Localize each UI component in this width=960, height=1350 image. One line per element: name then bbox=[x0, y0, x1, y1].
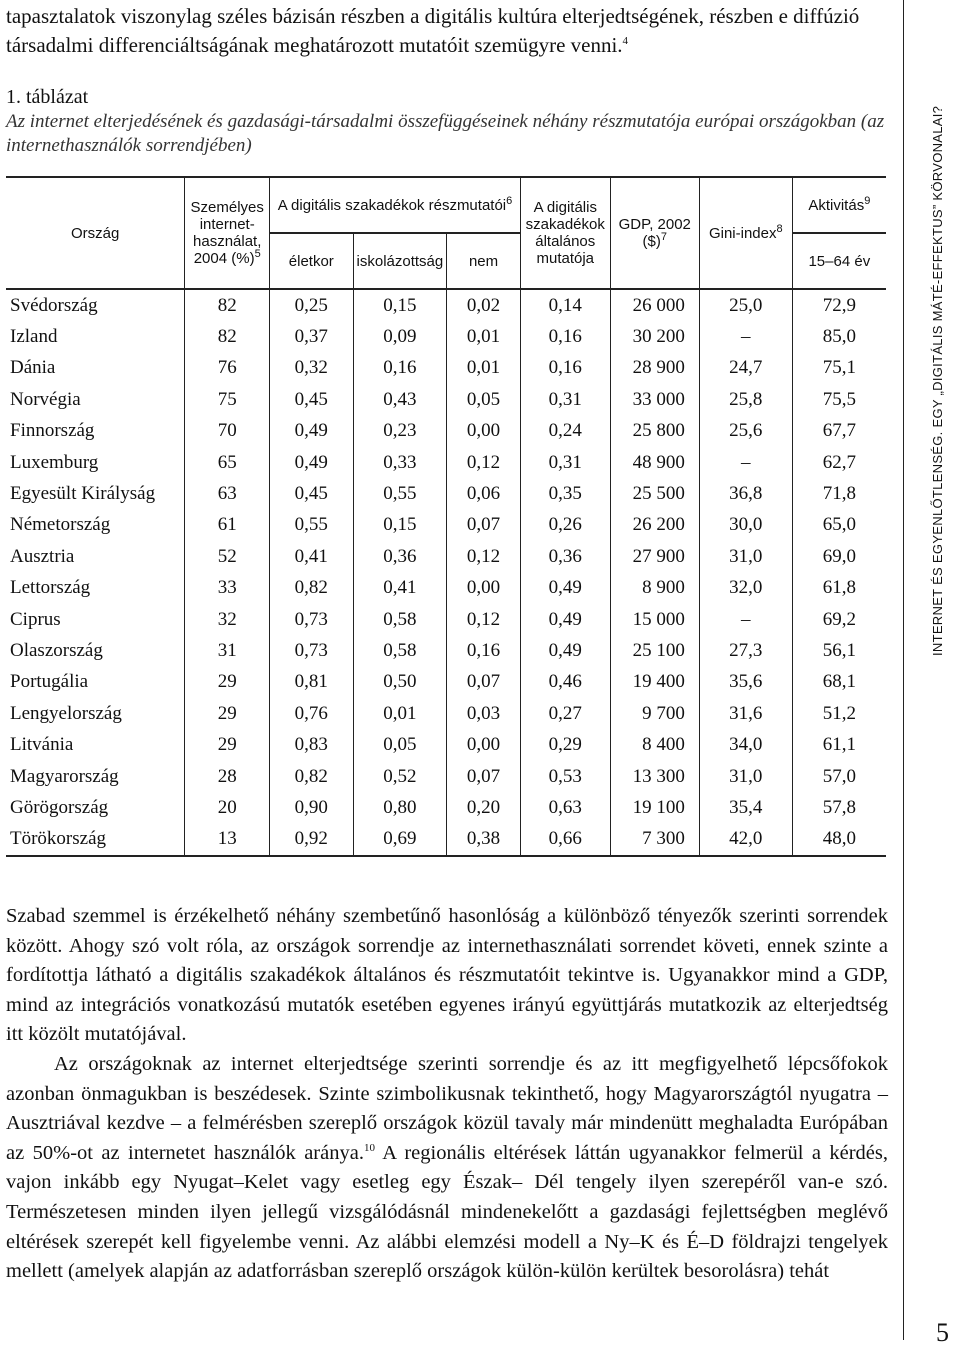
table-row bbox=[6, 384, 886, 415]
cell-gender: 0,00 bbox=[447, 729, 521, 760]
cell-gini: 32,0 bbox=[699, 573, 792, 604]
page-number: 5 bbox=[936, 1318, 949, 1347]
cell-gini: 24,7 bbox=[699, 353, 792, 384]
table-row bbox=[6, 573, 886, 604]
cell-education: 0,33 bbox=[353, 447, 447, 478]
cell-country: Lettország bbox=[6, 573, 185, 604]
header-activity-age-range: 15–64 év bbox=[792, 233, 886, 289]
header-digital-divide-label: A digitális szakadékok részmutatói bbox=[277, 196, 507, 214]
header-digital-divide-note: 6 bbox=[506, 194, 513, 207]
cell-country: Finnország bbox=[6, 416, 185, 447]
cell-gdp: 8 900 bbox=[610, 573, 699, 604]
cell-general-indicator: 0,53 bbox=[520, 761, 610, 792]
cell-age: 0,82 bbox=[270, 761, 353, 792]
cell-gender: 0,01 bbox=[447, 353, 521, 384]
intro-paragraph bbox=[6, 2, 896, 60]
cell-activity: 75,1 bbox=[792, 353, 886, 384]
cell-internet-use: 82 bbox=[185, 289, 270, 321]
cell-country: Németország bbox=[6, 510, 185, 541]
cell-activity: 72,9 bbox=[792, 289, 886, 321]
header-digital-divide-group bbox=[270, 177, 521, 233]
cell-education: 0,36 bbox=[353, 541, 447, 572]
cell-education: 0,58 bbox=[353, 604, 447, 635]
table-row bbox=[6, 729, 886, 760]
cell-activity: 61,8 bbox=[792, 573, 886, 604]
cell-activity: 69,2 bbox=[792, 604, 886, 635]
table-row bbox=[6, 824, 886, 856]
cell-internet-use: 65 bbox=[185, 447, 270, 478]
cell-gender: 0,06 bbox=[447, 478, 521, 509]
cell-education: 0,80 bbox=[353, 792, 447, 823]
cell-education: 0,50 bbox=[353, 667, 447, 698]
cell-gdp: 15 000 bbox=[610, 604, 699, 635]
cell-gdp: 28 900 bbox=[610, 353, 699, 384]
cell-gender: 0,38 bbox=[447, 824, 521, 856]
cell-age: 0,25 bbox=[270, 289, 353, 321]
cell-activity: 65,0 bbox=[792, 510, 886, 541]
cell-gdp: 48 900 bbox=[610, 447, 699, 478]
header-gender: nem bbox=[447, 233, 521, 289]
cell-age: 0,81 bbox=[270, 667, 353, 698]
header-gdp-note: 7 bbox=[660, 231, 667, 243]
cell-gini: 35,4 bbox=[699, 792, 792, 823]
cell-gdp: 13 300 bbox=[610, 761, 699, 792]
table-row bbox=[6, 447, 886, 478]
cell-general-indicator: 0,63 bbox=[520, 792, 610, 823]
intro-text: tapasztalatok viszonylag széles bázisán részben a digitális kultúra elterjedtségének, részben e diffúzió társadalmi differenciáltságának meghatározott mutatóit szemügyre venni. bbox=[6, 4, 860, 57]
body-paragraph-2 bbox=[6, 1050, 888, 1287]
cell-internet-use: 70 bbox=[185, 416, 270, 447]
cell-country: Luxemburg bbox=[6, 447, 185, 478]
cell-gender: 0,07 bbox=[447, 667, 521, 698]
cell-internet-use: 33 bbox=[185, 573, 270, 604]
cell-age: 0,83 bbox=[270, 729, 353, 760]
cell-general-indicator: 0,49 bbox=[520, 635, 610, 666]
cell-activity: 69,0 bbox=[792, 541, 886, 572]
cell-activity: 67,7 bbox=[792, 416, 886, 447]
cell-age: 0,73 bbox=[270, 604, 353, 635]
header-internet-note: 5 bbox=[254, 248, 261, 260]
header-gdp bbox=[610, 177, 699, 289]
header-internet-use-label: Személyes internet-használat, 2004 (%) bbox=[190, 199, 264, 267]
cell-internet-use: 31 bbox=[185, 635, 270, 666]
header-age: életkor bbox=[270, 233, 353, 289]
sidebar-rule bbox=[903, 0, 904, 1340]
header-education: iskolázottság bbox=[353, 233, 447, 289]
cell-education: 0,05 bbox=[353, 729, 447, 760]
cell-gini: 34,0 bbox=[699, 729, 792, 760]
cell-gini: 42,0 bbox=[699, 824, 792, 856]
cell-country: Törökország bbox=[6, 824, 185, 856]
cell-gender: 0,02 bbox=[447, 289, 521, 321]
cell-gini: 31,0 bbox=[699, 761, 792, 792]
cell-activity: 48,0 bbox=[792, 824, 886, 856]
table-row bbox=[6, 321, 886, 352]
cell-general-indicator: 0,66 bbox=[520, 824, 610, 856]
cell-gdp: 7 300 bbox=[610, 824, 699, 856]
cell-gdp: 25 500 bbox=[610, 478, 699, 509]
cell-gdp: 19 100 bbox=[610, 792, 699, 823]
cell-gini: 30,0 bbox=[699, 510, 792, 541]
cell-gdp: 33 000 bbox=[610, 384, 699, 415]
intro-footnote-ref: 4 bbox=[622, 35, 629, 47]
header-activity-label: Aktivitás bbox=[808, 196, 865, 214]
cell-gender: 0,07 bbox=[447, 510, 521, 541]
cell-education: 0,15 bbox=[353, 289, 447, 321]
table-caption-title: Az internet elterjedésének és gazdasági-társadalmi összefüggéseinek néhány részmutatója európai országokban (az internethasználók sorrendjében) bbox=[6, 111, 885, 156]
cell-general-indicator: 0,16 bbox=[520, 353, 610, 384]
cell-activity: 56,1 bbox=[792, 635, 886, 666]
cell-age: 0,73 bbox=[270, 635, 353, 666]
cell-age: 0,32 bbox=[270, 353, 353, 384]
cell-country: Egyesült Királyság bbox=[6, 478, 185, 509]
cell-general-indicator: 0,29 bbox=[520, 729, 610, 760]
table-row bbox=[6, 289, 886, 321]
cell-internet-use: 20 bbox=[185, 792, 270, 823]
cell-activity: 75,5 bbox=[792, 384, 886, 415]
header-activity-note: 9 bbox=[864, 194, 871, 207]
cell-general-indicator: 0,49 bbox=[520, 604, 610, 635]
header-gini bbox=[699, 177, 792, 289]
cell-gdp: 19 400 bbox=[610, 667, 699, 698]
cell-education: 0,58 bbox=[353, 635, 447, 666]
cell-age: 0,37 bbox=[270, 321, 353, 352]
header-country: Ország bbox=[6, 177, 185, 289]
cell-internet-use: 61 bbox=[185, 510, 270, 541]
cell-general-indicator: 0,46 bbox=[520, 667, 610, 698]
cell-internet-use: 29 bbox=[185, 729, 270, 760]
cell-gender: 0,12 bbox=[447, 604, 521, 635]
cell-general-indicator: 0,36 bbox=[520, 541, 610, 572]
cell-age: 0,76 bbox=[270, 698, 353, 729]
cell-internet-use: 52 bbox=[185, 541, 270, 572]
body-footnote-ref: 10 bbox=[363, 1141, 375, 1154]
body-paragraph-2-part-2: A regionális eltérések láttán ugyanakkor felmerül a kérdés, vajon inkább egy Nyugat–Kelet vagy esetleg egy Észak– Dél tengely ilyen szerepéről van-e szó. Természetesen minden ilyen jellegű vizsgálódásnál mindenekelőtt a gazdasági fejlettségben meglévő eltérések szerepét kell figyelembe venni. Az alábbi elemzési modell a Ny–K és É–D földrajzi tengelyek mellett (amelyek alapján az adatforrásban szereplő országok külön-külön kerültek besorolásra) tehát bbox=[6, 1141, 889, 1283]
cell-age: 0,55 bbox=[270, 510, 353, 541]
cell-internet-use: 13 bbox=[185, 824, 270, 856]
cell-internet-use: 32 bbox=[185, 604, 270, 635]
cell-gender: 0,16 bbox=[447, 635, 521, 666]
cell-country: Norvégia bbox=[6, 384, 185, 415]
cell-gender: 0,12 bbox=[447, 447, 521, 478]
cell-gender: 0,00 bbox=[447, 416, 521, 447]
cell-gender: 0,05 bbox=[447, 384, 521, 415]
cell-gdp: 27 900 bbox=[610, 541, 699, 572]
cell-gender: 0,00 bbox=[447, 573, 521, 604]
cell-education: 0,41 bbox=[353, 573, 447, 604]
cell-gdp: 8 400 bbox=[610, 729, 699, 760]
header-gini-note: 8 bbox=[776, 222, 783, 235]
body-paragraph-1: Szabad szemmel is érzékelhető néhány szembetűnő hasonlóság a különböző tényezők szerinti sorrendek között. Ahogy szó volt róla, az országok sorrendje az internethasználati sorrendet követi, ennek szinte a fordítottja látható a digitális szakadékok általános és részmutatóit tekintve is. Ugyanakkor mind a GDP, mind az integrációs vonatkozású mutatók esetében egyenes irányú együttjárás mutatkozik az elterjedtség itt közölt mutatójával. bbox=[6, 905, 888, 1046]
cell-country: Lengyelország bbox=[6, 698, 185, 729]
cell-age: 0,90 bbox=[270, 792, 353, 823]
cell-activity: 62,7 bbox=[792, 447, 886, 478]
cell-age: 0,82 bbox=[270, 573, 353, 604]
cell-internet-use: 29 bbox=[185, 667, 270, 698]
cell-gini: 27,3 bbox=[699, 635, 792, 666]
cell-general-indicator: 0,31 bbox=[520, 447, 610, 478]
cell-gdp: 9 700 bbox=[610, 698, 699, 729]
cell-general-indicator: 0,16 bbox=[520, 321, 610, 352]
table-row bbox=[6, 667, 886, 698]
cell-age: 0,45 bbox=[270, 478, 353, 509]
cell-internet-use: 82 bbox=[185, 321, 270, 352]
cell-activity: 57,0 bbox=[792, 761, 886, 792]
cell-general-indicator: 0,26 bbox=[520, 510, 610, 541]
cell-general-indicator: 0,24 bbox=[520, 416, 610, 447]
table-row bbox=[6, 604, 886, 635]
cell-gini: 36,8 bbox=[699, 478, 792, 509]
table-row bbox=[6, 635, 886, 666]
cell-age: 0,45 bbox=[270, 384, 353, 415]
header-gini-label: Gini-index bbox=[708, 224, 777, 242]
cell-country: Litvánia bbox=[6, 729, 185, 760]
statistics-table bbox=[6, 176, 886, 857]
cell-gini: 25,0 bbox=[699, 289, 792, 321]
cell-gini: – bbox=[699, 447, 792, 478]
cell-education: 0,52 bbox=[353, 761, 447, 792]
cell-internet-use: 75 bbox=[185, 384, 270, 415]
table-row bbox=[6, 792, 886, 823]
body-paragraph-2-part-1: Az országoknak az internet elterjedtsége szerinti sorrendje és az itt megfigyelhető lépcsőfokok azonban önmagukban is beszédesek. Szinte szimbolikusnak tekinthető, hogy Magyarországtól nyugatra – Ausztriával kezdve – a felmérésben szereplő országok közül tavaly már mindenütt meghaladta Európában az 50%-ot az internetet használók aránya. bbox=[6, 1052, 888, 1164]
cell-age: 0,49 bbox=[270, 447, 353, 478]
cell-gini: 25,6 bbox=[699, 416, 792, 447]
cell-country: Portugália bbox=[6, 667, 185, 698]
table-caption-label: 1. táblázat bbox=[6, 86, 89, 108]
cell-age: 0,92 bbox=[270, 824, 353, 856]
table-row bbox=[6, 761, 886, 792]
cell-internet-use: 28 bbox=[185, 761, 270, 792]
cell-general-indicator: 0,14 bbox=[520, 289, 610, 321]
cell-gini: 31,0 bbox=[699, 541, 792, 572]
running-head: INTERNET ÉS EGYENLŐTLENSÉG. EGY „DIGITÁLIS MÁTÉ-EFFEKTUS” KÖRVONALAI? bbox=[930, 105, 945, 656]
cell-education: 0,16 bbox=[353, 353, 447, 384]
cell-general-indicator: 0,35 bbox=[520, 478, 610, 509]
cell-gender: 0,07 bbox=[447, 761, 521, 792]
table-row bbox=[6, 416, 886, 447]
cell-activity: 61,1 bbox=[792, 729, 886, 760]
cell-education: 0,23 bbox=[353, 416, 447, 447]
cell-general-indicator: 0,49 bbox=[520, 573, 610, 604]
cell-gdp: 25 800 bbox=[610, 416, 699, 447]
cell-gender: 0,03 bbox=[447, 698, 521, 729]
cell-internet-use: 29 bbox=[185, 698, 270, 729]
cell-country: Olaszország bbox=[6, 635, 185, 666]
table-row bbox=[6, 541, 886, 572]
cell-internet-use: 76 bbox=[185, 353, 270, 384]
cell-activity: 71,8 bbox=[792, 478, 886, 509]
header-internet-use bbox=[185, 177, 270, 289]
cell-age: 0,49 bbox=[270, 416, 353, 447]
cell-education: 0,01 bbox=[353, 698, 447, 729]
cell-internet-use: 63 bbox=[185, 478, 270, 509]
cell-gender: 0,12 bbox=[447, 541, 521, 572]
cell-gdp: 26 000 bbox=[610, 289, 699, 321]
table-row bbox=[6, 510, 886, 541]
cell-country: Svédország bbox=[6, 289, 185, 321]
table-row bbox=[6, 353, 886, 384]
cell-activity: 68,1 bbox=[792, 667, 886, 698]
cell-education: 0,43 bbox=[353, 384, 447, 415]
cell-activity: 85,0 bbox=[792, 321, 886, 352]
cell-gdp: 25 100 bbox=[610, 635, 699, 666]
cell-age: 0,41 bbox=[270, 541, 353, 572]
cell-country: Izland bbox=[6, 321, 185, 352]
cell-gini: 35,6 bbox=[699, 667, 792, 698]
cell-gdp: 26 200 bbox=[610, 510, 699, 541]
header-activity bbox=[792, 177, 886, 233]
body-text bbox=[6, 902, 888, 1287]
cell-gini: – bbox=[699, 604, 792, 635]
header-gdp-label: GDP, 2002 ($) bbox=[618, 216, 691, 250]
cell-activity: 51,2 bbox=[792, 698, 886, 729]
cell-country: Görögország bbox=[6, 792, 185, 823]
cell-education: 0,09 bbox=[353, 321, 447, 352]
cell-country: Magyarország bbox=[6, 761, 185, 792]
table-body bbox=[6, 289, 886, 856]
cell-country: Dánia bbox=[6, 353, 185, 384]
cell-general-indicator: 0,31 bbox=[520, 384, 610, 415]
cell-activity: 57,8 bbox=[792, 792, 886, 823]
cell-gender: 0,01 bbox=[447, 321, 521, 352]
cell-country: Ausztria bbox=[6, 541, 185, 572]
cell-general-indicator: 0,27 bbox=[520, 698, 610, 729]
cell-country: Ciprus bbox=[6, 604, 185, 635]
cell-gini: 25,8 bbox=[699, 384, 792, 415]
cell-gdp: 30 200 bbox=[610, 321, 699, 352]
cell-gender: 0,20 bbox=[447, 792, 521, 823]
header-general-indicator: A digitális szakadékok általános mutatója bbox=[520, 177, 610, 289]
cell-education: 0,69 bbox=[353, 824, 447, 856]
cell-education: 0,55 bbox=[353, 478, 447, 509]
cell-education: 0,15 bbox=[353, 510, 447, 541]
cell-gini: 31,6 bbox=[699, 698, 792, 729]
cell-gini: – bbox=[699, 321, 792, 352]
table-row bbox=[6, 698, 886, 729]
table-row bbox=[6, 478, 886, 509]
